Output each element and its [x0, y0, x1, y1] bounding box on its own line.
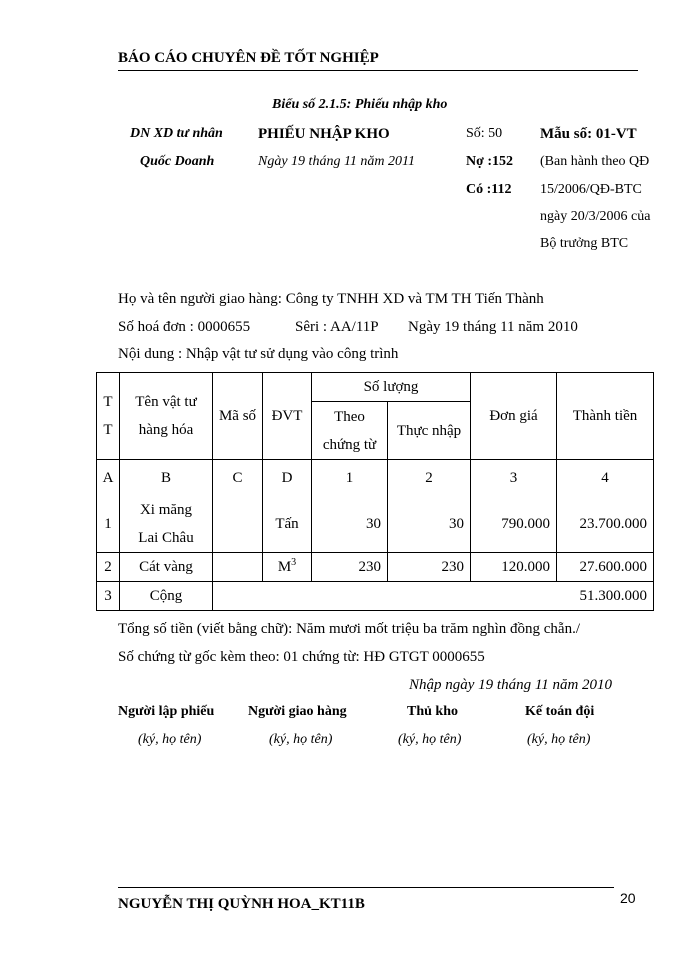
tong-so-tien: Tổng số tiền (viết bằng chữ): Năm mươi mốt triệu ba trăm nghìn đồng chẵn./: [118, 621, 581, 637]
company-line-1: DN XD tư nhân: [130, 126, 223, 141]
row1-tt: 1: [97, 496, 120, 553]
row1-theo-chung-tu: 30: [312, 496, 388, 553]
footer-rule: [118, 887, 614, 888]
so-chung-tu: Số: 50: [466, 126, 503, 141]
code-cell: 2: [388, 460, 471, 496]
row1-thuc-nhap: 30: [388, 496, 471, 553]
code-row: [97, 460, 654, 496]
tai-khoan-co: Có :112: [466, 182, 512, 197]
signature-role: Thủ kho: [407, 704, 458, 719]
mau-so: Mẫu số: 01-VT: [540, 126, 637, 142]
noi-dung: Nội dung : Nhập vật tư sử dụng vào công trình: [118, 346, 399, 362]
header-ma-so: Mã số: [213, 373, 263, 460]
signature-role: Người lập phiếu: [118, 704, 215, 719]
page-header-title: BÁO CÁO CHUYÊN ĐỀ TỐT NGHIỆP: [118, 50, 379, 66]
row2-name: Cát vàng: [120, 552, 213, 581]
header-theo-chung-tu: Theo chứng từ: [312, 402, 388, 460]
phieu-nhap-table: [96, 372, 654, 611]
row2-dvt: $M^3$: [263, 552, 312, 581]
row2-thanh-tien: 27.600.000: [557, 552, 654, 581]
signature-note: (ký, họ tên): [398, 732, 462, 747]
tai-khoan-no: Nợ :152: [466, 154, 514, 169]
row1-dvt: Tấn: [263, 496, 312, 553]
header-rule: [118, 70, 638, 71]
header-tt: T T: [97, 373, 120, 460]
row2-thuc-nhap: 230: [388, 552, 471, 581]
row1-thanh-tien: 23.700.000: [557, 496, 654, 553]
page-number: 20: [620, 890, 636, 906]
header-dvt: ĐVT: [263, 373, 312, 460]
row1-name: Xi măng Lai Châu: [120, 496, 213, 553]
ban-hanh-line-2: 15/2006/QĐ-BTC: [540, 182, 642, 197]
ngay-hoa-don: Ngày 19 tháng 11 năm 2010: [408, 319, 578, 335]
table-row: [97, 496, 654, 553]
row1-ma-so: [213, 496, 263, 553]
row2-ma-so: [213, 552, 263, 581]
code-cell: B: [120, 460, 213, 496]
total-thanh-tien: 51.300.000: [213, 581, 654, 610]
company-line-2: Quốc Doanh: [140, 154, 215, 169]
ban-hanh-line-1: (Ban hành theo QĐ: [540, 154, 650, 169]
signature-role: Kế toán đội: [525, 704, 595, 719]
table-row: [97, 552, 654, 581]
header-thuc-nhap: Thực nhập: [388, 402, 471, 460]
form-date: Ngày 19 tháng 11 năm 2011: [258, 154, 415, 169]
ngay-nhap: Nhập ngày 19 tháng 11 năm 2010: [409, 677, 613, 693]
seri: Sêri : AA/11P: [295, 319, 379, 335]
signature-note: (ký, họ tên): [527, 732, 591, 747]
nguoi-giao-hang: Họ và tên người giao hàng: Công ty TNHH XD và TM TH Tiến Thành: [118, 291, 544, 307]
code-cell: 4: [557, 460, 654, 496]
header-ten-vat-tu: Tên vật tư hàng hóa: [120, 373, 213, 460]
code-cell: C: [213, 460, 263, 496]
ban-hanh-line-4: Bộ trưởng BTC: [540, 236, 629, 251]
header-so-luong: Số lượng: [312, 373, 471, 402]
code-cell: D: [263, 460, 312, 496]
signature-note: (ký, họ tên): [269, 732, 333, 747]
footer-author: NGUYỄN THỊ QUỲNH HOA_KT11B: [118, 896, 365, 912]
total-tt: 3: [97, 581, 120, 610]
ban-hanh-line-3: ngày 20/3/2006 của: [540, 209, 651, 224]
so-hoa-don: Số hoá đơn : 0000655: [118, 319, 251, 335]
doc-caption: Biểu số 2.1.5: Phiếu nhập kho: [272, 97, 448, 112]
signature-role: Người giao hàng: [248, 704, 347, 719]
total-label: Cộng: [120, 581, 213, 610]
total-row: [97, 581, 654, 610]
row2-theo-chung-tu: 230: [312, 552, 388, 581]
code-cell: 1: [312, 460, 388, 496]
signature-note: (ký, họ tên): [138, 732, 202, 747]
header-don-gia: Đơn giá: [471, 373, 557, 460]
row1-don-gia: 790.000: [471, 496, 557, 553]
code-cell: A: [97, 460, 120, 496]
row2-don-gia: 120.000: [471, 552, 557, 581]
header-thanh-tien: Thành tiền: [557, 373, 654, 460]
row2-tt: 2: [97, 552, 120, 581]
so-chung-tu-goc: Số chứng từ gốc kèm theo: 01 chứng từ: HĐ GTGT 0000655: [118, 649, 485, 665]
form-title: PHIẾU NHẬP KHO: [258, 126, 390, 142]
code-cell: 3: [471, 460, 557, 496]
